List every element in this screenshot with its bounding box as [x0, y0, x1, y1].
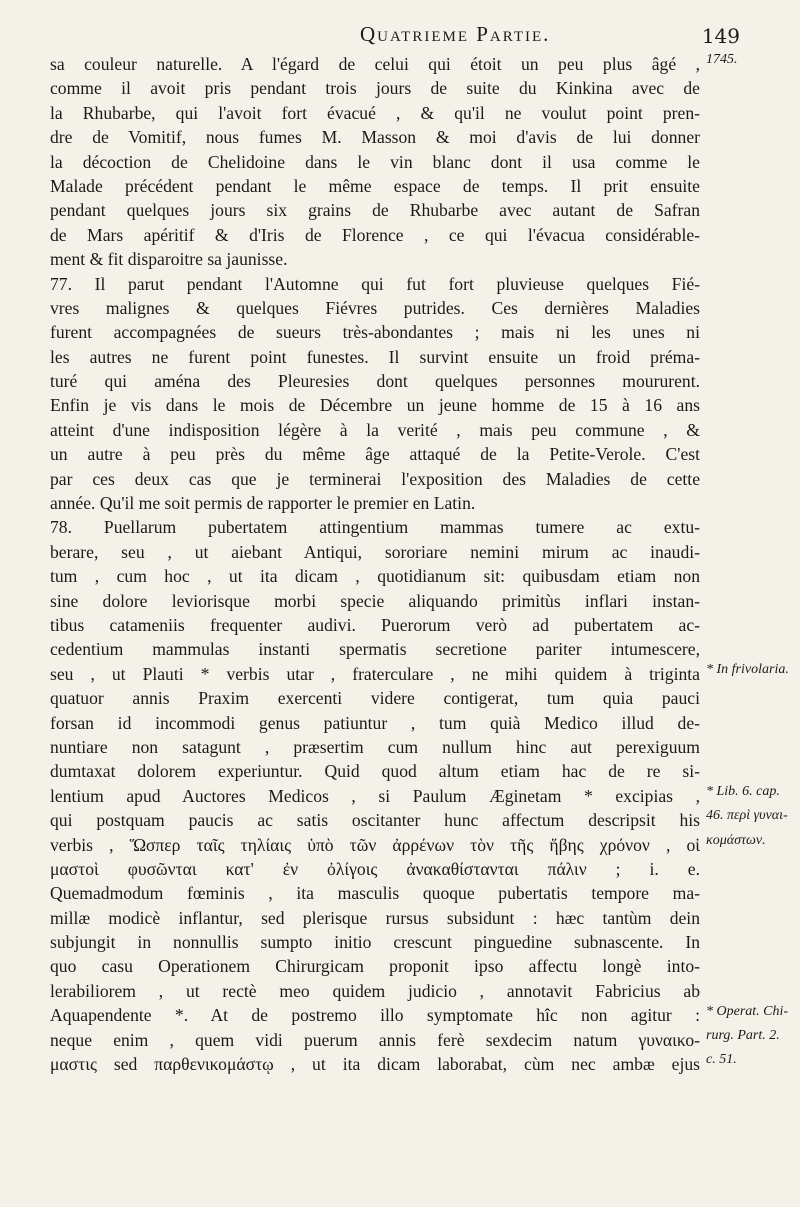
text-line: verbis , Ὥσπερ ταῖς τηλίαις ὑπὸ τῶν ἀρρένων τὸν τῆς ἥβης χρόνον , οἱ — [50, 834, 700, 855]
text-line: atteint d'une indisposition légère à la verité , mais peu commune , & — [50, 419, 700, 440]
text-line: turé qui aména des Pleuresies dont quelques personnes moururent. — [50, 371, 700, 392]
text-line: neque enim , quem vidi puerum annis ferè sexdecim natum γυναικο- — [50, 1029, 700, 1050]
text-line: dumtaxat dolorem experiuntur. Quid quod altum etiam hac de re si- — [50, 761, 700, 782]
text-line: lentium apud Auctores Medicos , si Paulum Æginetam * excipias , — [50, 785, 700, 806]
text-line: millæ modicè inflantur, sed plerisque rursus subsidunt : hæc tantùm dein — [50, 907, 700, 928]
text-line: subjungit in nonnullis sumpto initio crescunt pinguedine subnascente. In — [50, 932, 700, 953]
text-line: Aquapendente *. At de postremo illo symptomate hîc non agitur : — [50, 1005, 700, 1026]
margin-note: * In frivolaria. — [706, 662, 789, 677]
text-line: la décoction de Chelidoine dans le vin blanc dont il usa comme le — [50, 151, 700, 172]
text-line: les autres ne furent point funestes. Il survint ensuite un froid préma- — [50, 346, 700, 367]
margin-note: * Lib. 6. cap. — [706, 784, 780, 799]
running-head: Quatrieme Partie. — [360, 22, 551, 46]
text-line: tibus catameniis frequenter audivi. Puerorum verò ad pubertatem ac- — [50, 614, 700, 635]
margin-note: κομάστων. — [706, 832, 766, 848]
text-line: quatuor annis Praxim exercenti videre contigerat, tum quia pauci — [50, 688, 700, 709]
text-line: nuntiare non satagunt , præsertim cum nullum hinc aut perexiguum — [50, 736, 700, 757]
text-line: tum , cum hoc , ut ita dicam , quotidianum sit: quibusdam etiam non — [50, 566, 700, 587]
text-line: un autre à peu près du même âge attaqué de la Petite-Verole. C'est — [50, 444, 700, 465]
margin-note: c. 51. — [706, 1052, 737, 1068]
text-line: dre de Vomitif, nous fumes M. Masson & moi d'avis de lui donner — [50, 127, 700, 148]
text-line: cedentium mammulas instanti spermatis secretione pariter intumescere, — [50, 639, 700, 660]
page-number: 149 — [701, 24, 740, 48]
text-line: Enfin je vis dans le mois de Décembre un jeune homme de 15 à 16 ans — [50, 395, 700, 416]
text-line: 77. Il parut pendant l'Automne qui fut fort pluvieuse quelques Fié- — [50, 273, 700, 294]
text-line: de Mars apéritif & d'Iris de Florence , ce qui l'évacua considérable- — [50, 224, 700, 245]
text-line: furent accompagnées de sueurs très-abondantes ; mais ni les unes ni — [50, 322, 700, 343]
text-line: lerabiliorem , ut rectè meo quidem judicio , annotavit Fabricius ab — [50, 980, 700, 1001]
text-line: μαστοὶ φυσῶνται κατ' ἐν ὀλίγοις ἀνακαθίστανται πάλιν ; i. e. — [50, 858, 700, 879]
text-line: seu , ut Plauti * verbis utar , fraterculare , ne mihi quidem à triginta — [50, 663, 700, 684]
text-line: sa couleur naturelle. A l'égard de celui qui étoit un peu plus âgé , — [50, 54, 700, 74]
text-line: ment & fit disparoitre sa jaunisse. — [50, 249, 288, 270]
text-line: forsan id incommodi genus patiuntur , tum quià Medico illud de- — [50, 712, 700, 733]
margin-note: rurg. Part. 2. — [706, 1028, 780, 1043]
text-line: pendant quelques jours six grains de Rhubarbe avec autant de Safran — [50, 200, 700, 221]
margin-note: * Operat. Chi- — [706, 1003, 789, 1019]
text-line: berare, seu , ut aiebant Antiqui, sororiare nemini mirum ac inaudi- — [50, 541, 700, 562]
text-line: Malade précédent pendant le même espace de temps. Il prit ensuite — [50, 175, 700, 196]
text-line: qui postquam paucis ac satis oscitanter hunc affectum descripsit his — [50, 810, 700, 831]
text-line: par ces deux cas que je terminerai l'exposition des Maladies de cette — [50, 468, 700, 489]
text-line: quo casu Operationem Chirurgicam proponit ipso affectu longè into- — [50, 956, 700, 977]
text-line: sine dolore leviorisque morbi specie aliquando primitùs inflari instan- — [50, 590, 700, 611]
text-line: 78. Puellarum pubertatem attingentium mammas tumere ac extu- — [50, 517, 700, 538]
margin-note: 1745. — [706, 52, 738, 67]
text-line: année. Qu'il me soit permis de rapporter le premier en Latin. — [50, 493, 476, 514]
body-text — [50, 52, 700, 1076]
text-line: la Rhubarbe, qui l'avoit fort évacué , & qu'il ne voulut point pren- — [50, 102, 700, 123]
margin-note: 46. περὶ γυναι- — [706, 808, 788, 824]
text-line: μαστις sed παρθενικομάστῳ , ut ita dicam laborabat, cùm nec ambæ ejus — [50, 1054, 700, 1075]
text-line: vres malignes & quelques Fiévres putrides. Ces dernières Maladies — [50, 297, 700, 318]
text-line: Quemadmodum fœminis , ita masculis quoque pubertatis tempore ma- — [50, 883, 700, 904]
text-line: comme il avoit pris pendant trois jours de suite du Kinkina avec de — [50, 78, 700, 99]
